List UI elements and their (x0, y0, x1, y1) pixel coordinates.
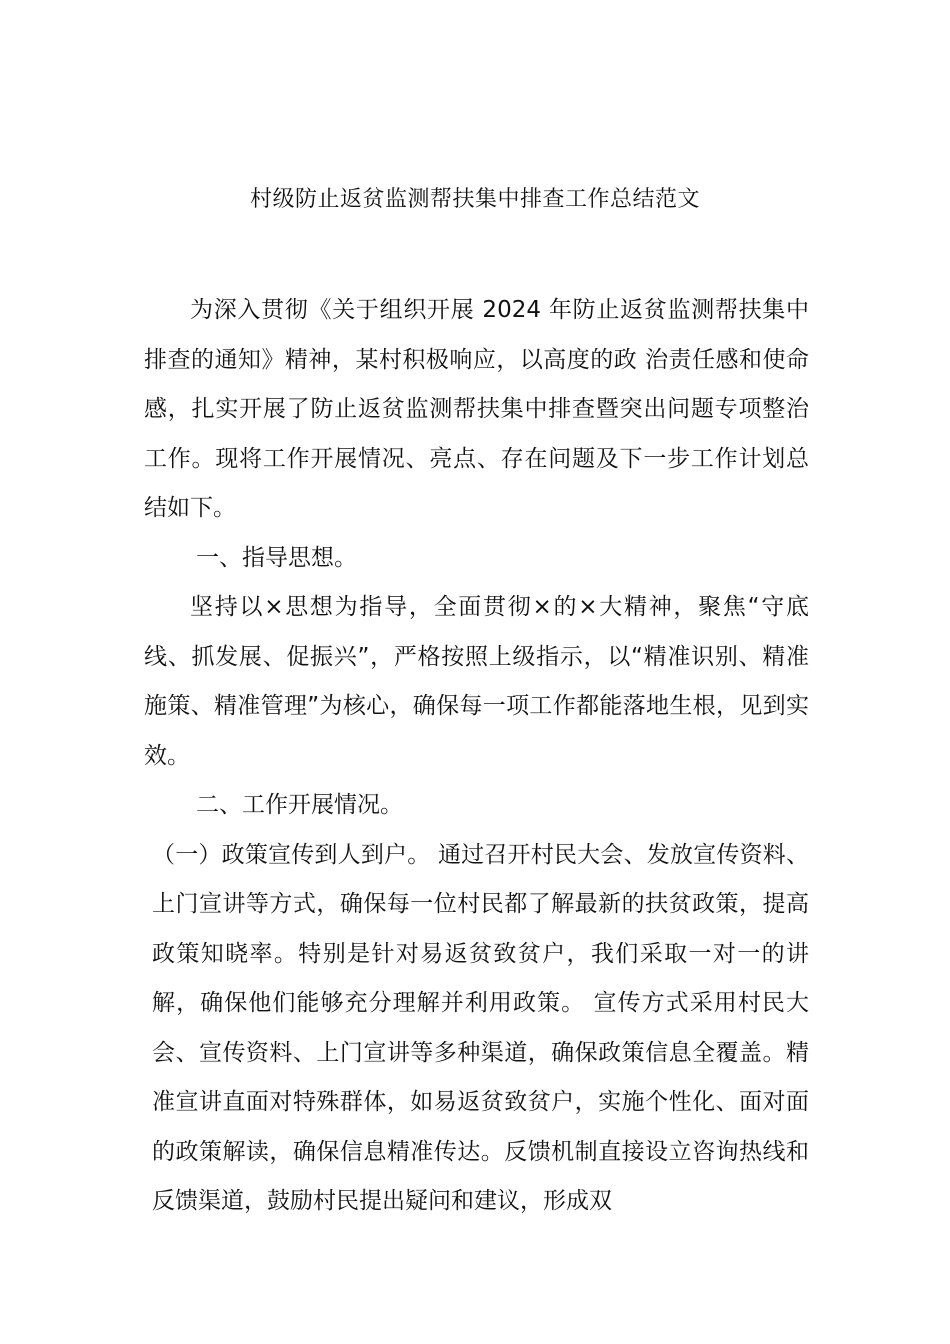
policy-publicity-paragraph (144, 831, 809, 1227)
policy-publicity-subheading: （一）政策宣传到人到户。 (152, 841, 431, 868)
document-body (144, 286, 809, 1227)
document-title: 村级防止返贫监测帮扶集中排查工作总结范文 (249, 187, 700, 212)
intro-paragraph: 为深入贯彻《关于组织开展 2024 年防止返贫监测帮扶集中排查的通知》精神，某村积极响应，以高度的政 治责任感和使命感，扎实开展了防止返贫监测帮扶集中排查暨突出问题专项整治工作。现将工作开展情况、亮点、存在问题及下一步工作计划总结如下。 (144, 297, 809, 521)
section-heading-work-progress: 二、工作开展情况。 (196, 792, 403, 818)
guiding-thought-paragraph: 坚持以×思想为指导，全面贯彻×的×大精神，聚焦“守底线、抓发展、促振兴”，严格按照上级指示，以“精准识别、精准施策、精准管理”为核心，确保每一项工作都能落地生根，见到实效。 (144, 594, 809, 769)
policy-publicity-body: 通过召开村民大会、发放宣传资料、上门宣讲等方式，确保每一位村民都了解最新的扶贫政策，提高政策知晓率。特别是针对易返贫致贫户，我们采取一对一的讲解，确保他们能够充分理解并利用政策。 宣传方式采用村民大会、宣传资料、上门宣讲等多种渠道，确保政策信息全覆盖。精准宣讲直面对特殊群体，如易返贫致贫户，实施个性化、面对面的政策解读，确保信息精准传达。反馈机制直接设立咨询热线和反馈渠道，鼓励村民提出疑问和建议，形成双 (152, 841, 809, 1214)
section-heading-guiding-thought: 一、指导思想。 (196, 544, 357, 571)
